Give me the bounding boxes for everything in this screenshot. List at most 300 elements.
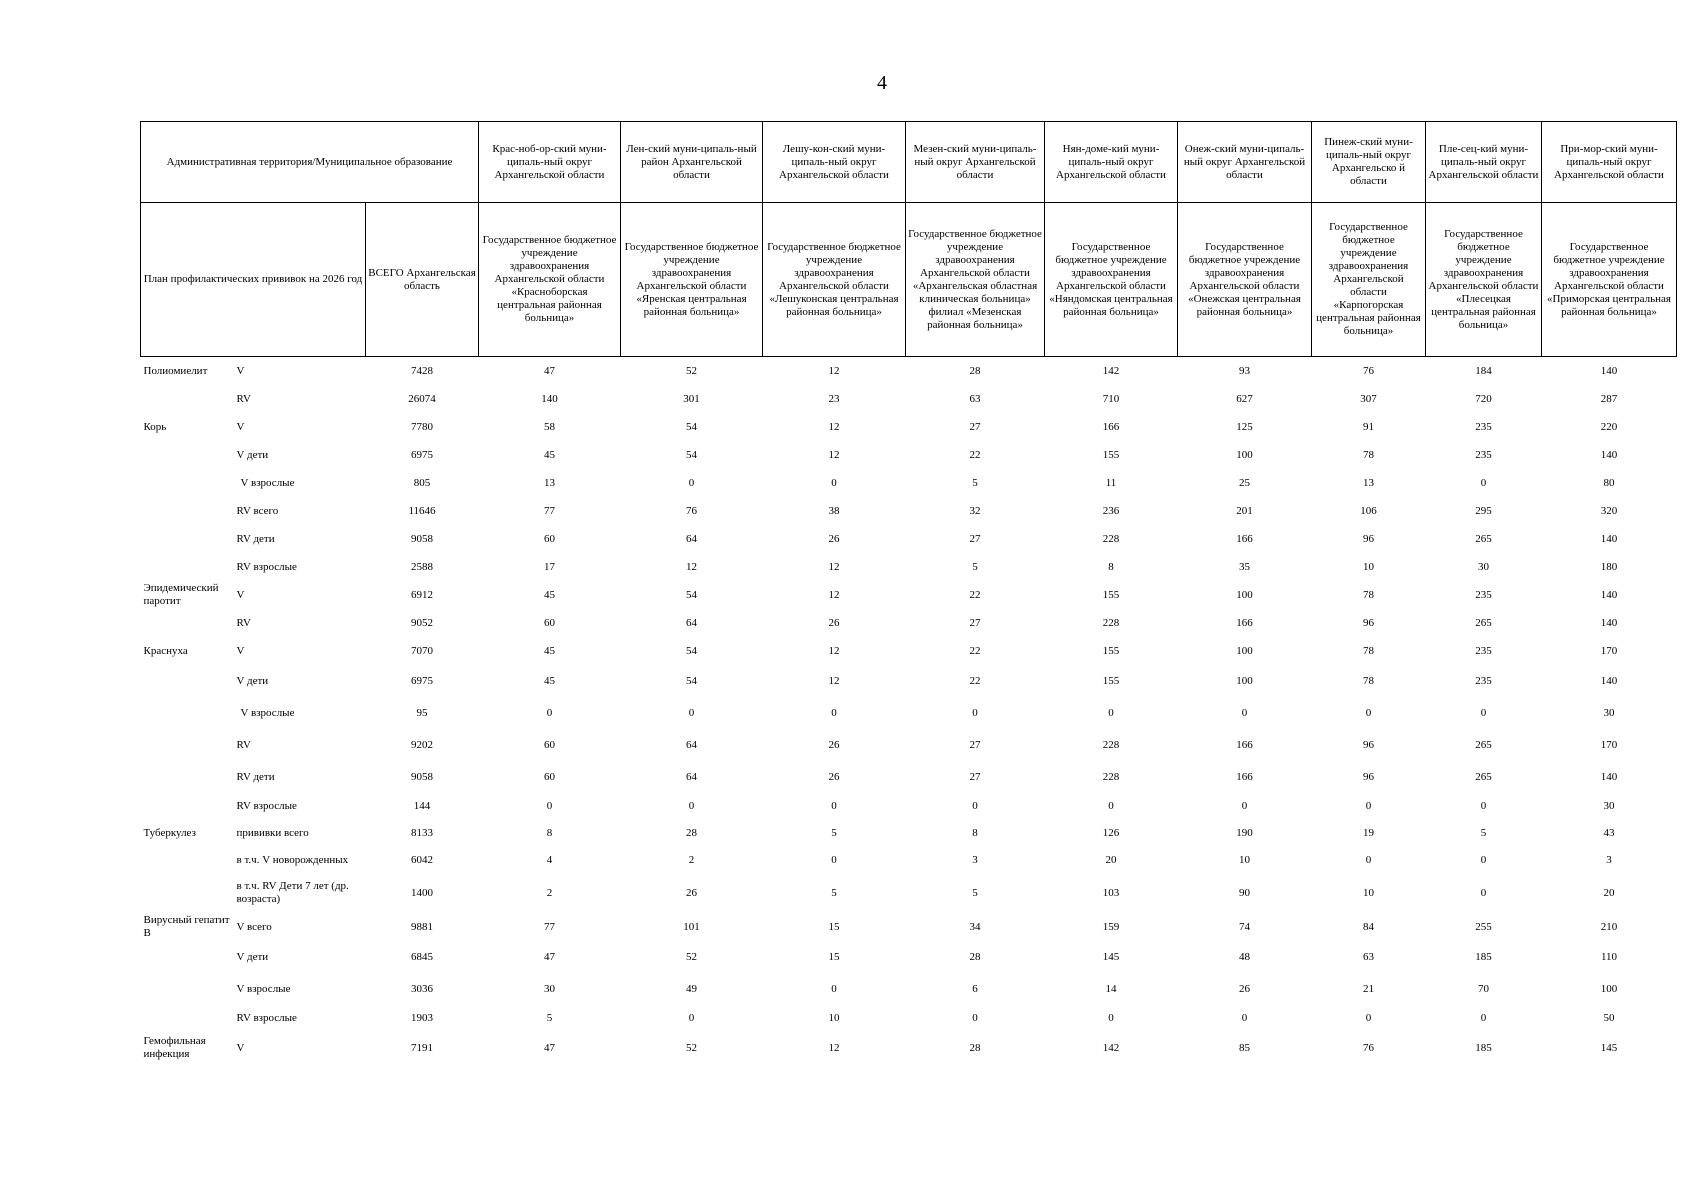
district-value-cell: 32 [969, 504, 981, 517]
district-value-cell: 235 [1475, 644, 1492, 657]
district-value-cell: 26 [1239, 982, 1250, 995]
district-value-cell: 140 [541, 392, 558, 405]
district-value-cell: 201 [1236, 504, 1253, 517]
vaccination-type-cell: V взрослые [236, 982, 291, 995]
total-value-cell: 9881 [411, 920, 433, 933]
district-value-cell: 47 [544, 950, 555, 963]
district-value-cell: 64 [686, 616, 697, 629]
total-value-cell: 7191 [411, 1041, 433, 1054]
total-header: ВСЕГО Архангельская область [366, 203, 479, 357]
district-value-cell: 5 [972, 886, 978, 899]
disease-cell [141, 793, 236, 820]
disease-cell [141, 941, 236, 973]
district-value-cell: 0 [1480, 476, 1487, 489]
district-value-cell: 12 [828, 674, 840, 687]
district-value-cell: 30 [1603, 706, 1615, 719]
district-value-cell: 228 [1102, 770, 1120, 783]
district-value-cell: 228 [1102, 532, 1120, 545]
disease-cell: Краснуха [143, 644, 188, 657]
district-value-cell: 12 [828, 644, 840, 657]
vaccination-type-cell: RV дети [236, 532, 275, 545]
district-value-cell: 185 [1475, 950, 1492, 963]
district-value-cell: 236 [1102, 504, 1120, 517]
district-value-cell: 0 [1365, 853, 1372, 866]
total-value-cell: 11646 [408, 504, 436, 517]
vaccination-type-cell: в т.ч. RV Дети 7 лет (др. возраста) [236, 880, 349, 905]
district-value-cell: 52 [686, 1041, 697, 1054]
vaccination-type-cell: прививки всего [236, 827, 309, 839]
district-value-cell: 0 [1108, 706, 1114, 719]
table-row [141, 665, 1677, 697]
district-value-cell: 84 [1363, 920, 1374, 933]
district-value-cell: 47 [544, 1041, 555, 1054]
district-value-cell: 265 [1475, 770, 1492, 783]
district-value-cell: 60 [544, 532, 555, 545]
district-value-cell: 26 [828, 738, 840, 751]
district-value-cell: 54 [686, 420, 697, 433]
disease-cell: Туберкулез [143, 827, 196, 839]
district-value-cell: 100 [1600, 982, 1618, 995]
district-value-cell: 64 [686, 532, 697, 545]
district-value-cell: 720 [1475, 392, 1492, 405]
table-row [141, 581, 1677, 609]
district-value-cell: 96 [1363, 616, 1374, 629]
district-value-cell: 64 [686, 770, 697, 783]
district-value-cell: 710 [1102, 392, 1120, 405]
vaccination-type-cell: V дети [236, 448, 269, 461]
vaccination-type-cell: RV взрослые [236, 1012, 297, 1024]
district-value-cell: 45 [544, 588, 555, 601]
total-value-cell: 7070 [411, 644, 433, 657]
district-value-cell: 155 [1102, 448, 1120, 461]
district-value-cell: 155 [1102, 674, 1120, 687]
district-value-cell: 54 [686, 644, 697, 657]
district-value-cell: 5 [1480, 827, 1487, 839]
district-value-cell: 12 [828, 448, 840, 461]
district-value-cell: 28 [686, 827, 697, 839]
header-row-districts [141, 122, 1677, 203]
district-value-cell: 287 [1600, 392, 1618, 405]
disease-cell [141, 609, 236, 637]
district-value-cell: 166 [1236, 738, 1253, 751]
table-row [141, 913, 1677, 941]
total-value-cell: 9058 [411, 770, 433, 783]
vaccination-type-cell: RV всего [236, 504, 279, 517]
district-value-cell: 38 [828, 504, 840, 517]
vaccination-type-cell: RV дети [236, 770, 275, 783]
district-value-cell: 255 [1475, 920, 1492, 933]
district-value-cell: 85 [1239, 1041, 1250, 1054]
district-value-cell: 48 [1239, 950, 1250, 963]
table-row [141, 1032, 1677, 1064]
institution-header: Государственное бюджетное учреждение здравоохранения Архангельской области «Лешуконская центральная районная больница» [763, 203, 906, 357]
district-value-cell: 184 [1475, 364, 1492, 377]
district-value-cell: 2 [688, 853, 695, 866]
district-value-cell: 126 [1102, 827, 1120, 839]
table-row [141, 553, 1677, 581]
district-value-cell: 0 [831, 706, 837, 719]
district-value-cell: 78 [1363, 448, 1374, 461]
institution-header: Государственное бюджетное учреждение здравоохранения Архангельской области «Карпогорская центральная районная больница» [1312, 203, 1426, 357]
district-value-cell: 0 [1108, 800, 1114, 812]
district-value-cell: 265 [1475, 738, 1492, 751]
total-value-cell: 6845 [411, 950, 433, 963]
district-value-cell: 12 [828, 364, 840, 377]
district-value-cell: 45 [544, 448, 555, 461]
district-value-cell: 5 [546, 1012, 553, 1024]
district-value-cell: 166 [1102, 420, 1120, 433]
district-value-cell: 22 [969, 588, 981, 601]
district-value-cell: 185 [1475, 1041, 1492, 1054]
table-row [141, 497, 1677, 525]
district-value-cell: 0 [546, 706, 553, 719]
vaccination-plan-table [140, 121, 1677, 1064]
district-value-cell: 8 [972, 827, 978, 839]
district-header: Лешу-кон-ский муни-ципаль-ный округ Архангельской области [763, 122, 906, 203]
table-row [141, 637, 1677, 665]
total-value-cell: 7428 [411, 364, 433, 377]
table-row [141, 385, 1677, 413]
district-value-cell: 70 [1478, 982, 1489, 995]
district-value-cell: 0 [1241, 706, 1248, 719]
table-row [141, 729, 1677, 761]
district-value-cell: 26 [828, 532, 840, 545]
table-row [141, 413, 1677, 441]
district-value-cell: 210 [1600, 920, 1618, 933]
vaccination-type-cell: RV [236, 738, 251, 751]
district-value-cell: 145 [1102, 950, 1120, 963]
district-value-cell: 96 [1363, 770, 1374, 783]
district-value-cell: 11 [1105, 476, 1117, 489]
district-value-cell: 30 [544, 982, 555, 995]
total-value-cell: 26074 [408, 392, 436, 405]
district-value-cell: 76 [1363, 1041, 1374, 1054]
institution-header: Государственное бюджетное учреждение здравоохранения Архангельской области «Красноборская центральная районная больница» [479, 203, 621, 357]
district-value-cell: 78 [1363, 674, 1374, 687]
disease-cell: Вирусный гепатит В [143, 914, 230, 939]
district-value-cell: 34 [969, 920, 981, 933]
district-value-cell: 54 [686, 448, 697, 461]
vaccination-type-cell: RV [236, 392, 251, 405]
vaccination-type-cell: RV [236, 616, 251, 629]
disease-cell [141, 697, 236, 729]
vaccination-type-cell: RV взрослые [236, 800, 297, 812]
district-value-cell: 10 [1239, 853, 1250, 866]
district-value-cell: 0 [1241, 800, 1248, 812]
district-value-cell: 28 [969, 950, 981, 963]
district-value-cell: 23 [828, 392, 840, 405]
district-value-cell: 22 [969, 674, 981, 687]
disease-cell: Гемофильная инфекция [143, 1035, 206, 1060]
district-value-cell: 100 [1236, 588, 1253, 601]
district-header: Пинеж-ский муни-ципаль-ный округ Архангельско й области [1312, 122, 1426, 203]
table-row [141, 609, 1677, 637]
district-value-cell: 50 [1603, 1012, 1615, 1024]
disease-cell [141, 761, 236, 793]
district-value-cell: 52 [686, 364, 697, 377]
district-value-cell: 15 [828, 950, 840, 963]
district-value-cell: 64 [686, 738, 697, 751]
district-value-cell: 0 [1480, 800, 1487, 812]
vaccination-type-cell: V дети [236, 950, 269, 963]
district-value-cell: 30 [1478, 560, 1489, 573]
district-value-cell: 100 [1236, 674, 1253, 687]
total-value-cell: 9052 [411, 616, 433, 629]
district-value-cell: 0 [831, 853, 837, 866]
district-value-cell: 4 [546, 853, 553, 866]
table-row [141, 469, 1677, 497]
table-row [141, 847, 1677, 873]
disease-cell [141, 665, 236, 697]
district-value-cell: 12 [828, 588, 840, 601]
district-value-cell: 27 [969, 420, 981, 433]
district-value-cell: 0 [831, 476, 837, 489]
district-value-cell: 5 [972, 476, 978, 489]
district-value-cell: 27 [969, 738, 981, 751]
total-value-cell: 1903 [411, 1012, 433, 1024]
district-value-cell: 96 [1363, 738, 1374, 751]
district-value-cell: 0 [1365, 706, 1372, 719]
district-value-cell: 54 [686, 588, 697, 601]
district-value-cell: 0 [972, 800, 978, 812]
district-value-cell: 0 [1480, 886, 1487, 899]
vaccination-type-cell: в т.ч. V новорожденных [236, 853, 349, 866]
district-value-cell: 140 [1600, 616, 1618, 629]
district-value-cell: 43 [1603, 827, 1615, 839]
total-value-cell: 6912 [411, 588, 433, 601]
district-value-cell: 100 [1236, 448, 1253, 461]
table-row [141, 441, 1677, 469]
district-value-cell: 140 [1600, 674, 1618, 687]
district-value-cell: 3 [1606, 853, 1612, 866]
district-value-cell: 0 [1365, 800, 1372, 812]
district-value-cell: 28 [969, 1041, 981, 1054]
district-value-cell: 0 [1108, 1012, 1114, 1024]
district-value-cell: 320 [1600, 504, 1618, 517]
disease-cell [141, 497, 236, 525]
district-value-cell: 76 [1363, 364, 1374, 377]
district-value-cell: 159 [1102, 920, 1120, 933]
total-value-cell: 144 [413, 800, 431, 812]
district-value-cell: 80 [1603, 476, 1615, 489]
district-value-cell: 52 [686, 950, 697, 963]
district-value-cell: 63 [1363, 950, 1374, 963]
total-value-cell: 6042 [411, 853, 433, 866]
district-value-cell: 13 [1363, 476, 1374, 489]
district-value-cell: 142 [1102, 1041, 1120, 1054]
district-header: Онеж-ский муни-ципаль-ный округ Архангельской области [1178, 122, 1312, 203]
district-value-cell: 0 [972, 706, 978, 719]
district-value-cell: 12 [686, 560, 697, 573]
district-value-cell: 627 [1236, 392, 1253, 405]
district-value-cell: 22 [969, 644, 981, 657]
district-value-cell: 235 [1475, 674, 1492, 687]
district-value-cell: 14 [1105, 982, 1117, 995]
disease-cell [141, 729, 236, 761]
district-value-cell: 307 [1360, 392, 1377, 405]
district-value-cell: 74 [1239, 920, 1250, 933]
district-header: Мезен-ский муни-ципаль-ный округ Архангельской области [906, 122, 1045, 203]
district-value-cell: 166 [1236, 532, 1253, 545]
admin-territory-header: Административная территория/Муниципальное образование [141, 122, 479, 203]
district-value-cell: 155 [1102, 588, 1120, 601]
district-value-cell: 228 [1102, 738, 1120, 751]
district-value-cell: 91 [1363, 420, 1374, 433]
institution-header: Государственное бюджетное учреждение здравоохранения Архангельской области «Плесецкая центральная районная больница» [1426, 203, 1542, 357]
district-value-cell: 106 [1360, 504, 1377, 517]
table-row [141, 357, 1677, 386]
district-value-cell: 2 [546, 886, 553, 899]
district-value-cell: 12 [828, 560, 840, 573]
vaccination-type-cell: V всего [236, 920, 272, 933]
district-value-cell: 125 [1236, 420, 1253, 433]
district-value-cell: 63 [969, 392, 981, 405]
district-value-cell: 301 [683, 392, 700, 405]
vaccination-type-cell: V [236, 420, 245, 433]
district-value-cell: 110 [1600, 950, 1618, 963]
disease-cell [141, 847, 236, 873]
total-value-cell: 95 [416, 706, 428, 719]
total-value-cell: 9202 [411, 738, 433, 751]
table-row [141, 820, 1677, 847]
district-value-cell: 10 [1363, 560, 1374, 573]
district-value-cell: 17 [544, 560, 555, 573]
district-header: Крас-ноб-ор-ский муни-ципаль-ный округ Архангельской области [479, 122, 621, 203]
district-value-cell: 22 [969, 448, 981, 461]
district-value-cell: 140 [1600, 364, 1618, 377]
district-value-cell: 0 [972, 1012, 978, 1024]
district-value-cell: 77 [544, 920, 555, 933]
district-value-cell: 35 [1239, 560, 1250, 573]
district-value-cell: 25 [1239, 476, 1250, 489]
district-value-cell: 58 [544, 420, 555, 433]
district-value-cell: 0 [831, 982, 837, 995]
district-value-cell: 60 [544, 770, 555, 783]
district-value-cell: 145 [1600, 1041, 1618, 1054]
district-value-cell: 27 [969, 616, 981, 629]
district-header: Лен-ский муни-ципаль-ный район Архангельской области [621, 122, 763, 203]
district-value-cell: 27 [969, 532, 981, 545]
disease-cell [141, 385, 236, 413]
district-value-cell: 180 [1600, 560, 1618, 573]
district-value-cell: 49 [686, 982, 697, 995]
district-value-cell: 45 [544, 644, 555, 657]
district-value-cell: 0 [688, 800, 695, 812]
district-value-cell: 6 [972, 982, 978, 995]
vaccination-type-cell: RV взрослые [236, 560, 297, 573]
institution-header: Государственное бюджетное учреждение здравоохранения Архангельской области «Архангельская областная клиническая больница» филиал «Мезенская районная больница» [906, 203, 1045, 357]
district-value-cell: 3 [972, 853, 978, 866]
district-value-cell: 93 [1239, 364, 1250, 377]
disease-cell: Полиомиелит [143, 364, 208, 377]
district-value-cell: 77 [544, 504, 555, 517]
total-value-cell: 3036 [411, 982, 433, 995]
district-value-cell: 12 [828, 1041, 840, 1054]
district-value-cell: 140 [1600, 770, 1618, 783]
district-value-cell: 190 [1236, 827, 1253, 839]
district-value-cell: 19 [1363, 827, 1374, 839]
district-value-cell: 0 [688, 706, 695, 719]
table-body [141, 357, 1677, 1065]
district-value-cell: 47 [544, 364, 555, 377]
district-value-cell: 15 [828, 920, 840, 933]
disease-cell [141, 525, 236, 553]
institution-header: Государственное бюджетное учреждение здравоохранения Архангельской области «Яренская центральная районная больница» [621, 203, 763, 357]
district-value-cell: 26 [828, 616, 840, 629]
vaccination-type-cell: V [236, 364, 245, 377]
district-value-cell: 155 [1102, 644, 1120, 657]
district-value-cell: 60 [544, 616, 555, 629]
total-value-cell: 2588 [411, 560, 433, 573]
district-value-cell: 235 [1475, 448, 1492, 461]
vaccination-type-cell: V дети [236, 674, 269, 687]
district-value-cell: 228 [1102, 616, 1120, 629]
district-header: При-мор-ский муни-ципаль-ный округ Архангельской области [1542, 122, 1677, 203]
total-value-cell: 805 [413, 476, 431, 489]
district-value-cell: 103 [1102, 886, 1120, 899]
district-value-cell: 166 [1236, 616, 1253, 629]
district-header: Пле-сец-кий муни-ципаль-ный округ Архангельской области [1426, 122, 1542, 203]
total-value-cell: 8133 [411, 827, 433, 839]
district-value-cell: 166 [1236, 770, 1253, 783]
district-value-cell: 5 [831, 827, 837, 839]
district-value-cell: 10 [1363, 886, 1374, 899]
disease-cell: Эпидемический паротит [143, 582, 219, 607]
district-value-cell: 220 [1600, 420, 1618, 433]
district-value-cell: 0 [1365, 1012, 1372, 1024]
district-value-cell: 265 [1475, 616, 1492, 629]
institution-header: Государственное бюджетное учреждение здравоохранения Архангельской области «Онежская центральная районная больница» [1178, 203, 1312, 357]
disease-cell [141, 553, 236, 581]
total-value-cell: 6975 [411, 674, 433, 687]
table-row [141, 793, 1677, 820]
district-value-cell: 45 [544, 674, 555, 687]
disease-cell: Корь [143, 420, 167, 433]
district-value-cell: 30 [1603, 800, 1615, 812]
district-value-cell: 78 [1363, 644, 1374, 657]
page-number: 4 [877, 72, 887, 94]
district-value-cell: 21 [1363, 982, 1374, 995]
district-value-cell: 170 [1600, 738, 1618, 751]
district-value-cell: 100 [1236, 644, 1253, 657]
institution-header: Государственное бюджетное учреждение здравоохранения Архангельской области «Няндомская центральная районная больница» [1045, 203, 1178, 357]
total-value-cell: 6975 [411, 448, 433, 461]
header-row-institutions [141, 203, 1677, 357]
district-value-cell: 76 [686, 504, 697, 517]
disease-cell [141, 873, 236, 913]
district-value-cell: 0 [1241, 1012, 1248, 1024]
district-value-cell: 12 [828, 420, 840, 433]
table-row [141, 761, 1677, 793]
vaccination-type-cell: V [236, 644, 245, 657]
table-row [141, 973, 1677, 1005]
district-value-cell: 27 [969, 770, 981, 783]
district-value-cell: 13 [544, 476, 555, 489]
district-value-cell: 101 [683, 920, 700, 933]
table-row [141, 525, 1677, 553]
table-row [141, 873, 1677, 913]
table-row [141, 1005, 1677, 1032]
disease-cell [141, 469, 236, 497]
district-value-cell: 140 [1600, 532, 1618, 545]
district-value-cell: 26 [828, 770, 840, 783]
district-value-cell: 10 [828, 1012, 840, 1024]
district-value-cell: 140 [1600, 448, 1618, 461]
district-value-cell: 5 [831, 886, 837, 899]
district-value-cell: 0 [688, 1012, 695, 1024]
institution-header: Государственное бюджетное учреждение здравоохранения Архангельской области «Приморская центральная районная больница» [1542, 203, 1677, 357]
district-value-cell: 90 [1239, 886, 1250, 899]
